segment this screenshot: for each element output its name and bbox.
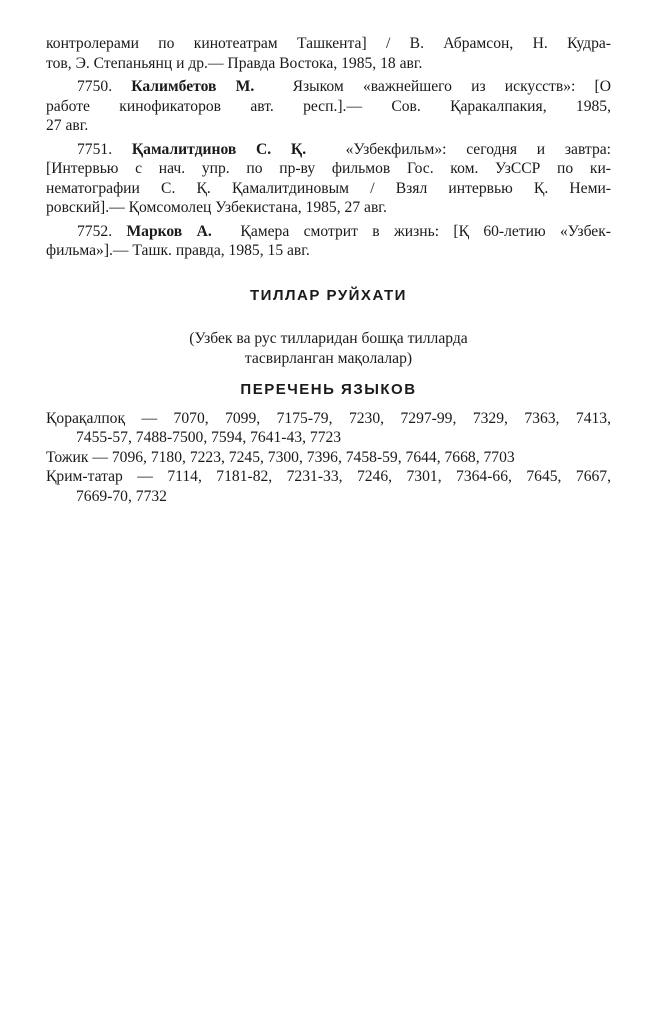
note-line: (Узбек ва рус тилларидан бошқа тилларда <box>189 330 468 347</box>
entry-author: Марков А. <box>126 222 212 240</box>
entry-line: фильма»].— Ташк. правда, 1985, 15 авг. <box>46 242 310 259</box>
entry-first-line <box>46 140 611 160</box>
entry-author: Қамалитдинов С. Қ. <box>131 140 307 158</box>
entry-line: 27 авг. <box>46 117 89 134</box>
entry-continuation <box>46 34 611 73</box>
section-heading-uzbek: ТИЛЛАР РУЙХАТИ <box>250 286 407 304</box>
language-line: Қорақалпоқ — 7070, 7099, 7175-79, 7230, 7297-99, 7329, 7363, 7413, <box>46 409 611 427</box>
entry-title: Қамера смотрит в жизнь: [Қ 60-летию «Узбек- <box>240 222 611 240</box>
language-line-cont: 7669-70, 7732 <box>76 487 167 505</box>
entry-title: Языком «важнейшего из искусств»: [О <box>292 78 611 95</box>
entry-author: Калимбетов М. <box>131 78 255 95</box>
language-item-karakalpak <box>46 409 611 448</box>
entry-line: ровский].— Қомсомолец Узбекистана, 1985, 27 авг. <box>46 199 387 216</box>
entry-line: тов, Э. Степаньянц и др.— Правда Востока, 1985, 18 авг. <box>46 54 423 72</box>
entry-title: «Узбекфильм»: сегодня и завтра: <box>345 140 611 158</box>
entry-7750 <box>46 77 611 136</box>
language-line: Тожик — 7096, 7180, 7223, 7245, 7300, 7396, 7458-59, 7644, 7668, 7703 <box>46 448 515 466</box>
page <box>46 34 611 506</box>
entry-number: 7752. <box>77 222 113 240</box>
language-line: Қрим-татар — 7114, 7181-82, 7231-33, 7246, 7301, 7364-66, 7645, 7667, <box>46 468 611 485</box>
entry-line: [Интервью с нач. упр. по пр-ву фильмов Гос. ком. УзССР по ки- <box>46 160 611 177</box>
note-line: тасвирланган мақолалар) <box>244 349 413 367</box>
language-item-tajik <box>46 448 611 468</box>
section-note <box>46 329 611 368</box>
entry-line: нематографии С. Қ. Қамалитдиновым / Взял интервью Қ. Неми- <box>46 179 611 197</box>
language-line-cont: 7455-57, 7488-7500, 7594, 7641-43, 7723 <box>76 429 342 446</box>
entry-7751 <box>46 140 611 218</box>
section-heading-russian: ПЕРЕЧЕНЬ ЯЗЫКОВ <box>240 381 417 398</box>
entry-number: 7750. <box>77 78 113 95</box>
entry-line: контролерами по кинотеатрам Ташкента] / В. Абрамсон, Н. Кудра- <box>46 35 611 52</box>
entry-number: 7751. <box>77 140 113 158</box>
entry-first-line <box>46 222 611 242</box>
language-item-crimean-tatar <box>46 467 611 506</box>
language-list <box>46 409 611 507</box>
entry-7752 <box>46 222 611 261</box>
entry-line: работе кинофикаторов авт. респ.].— Сов. Қаракалпакия, 1985, <box>46 97 611 115</box>
entry-first-line <box>46 77 611 97</box>
